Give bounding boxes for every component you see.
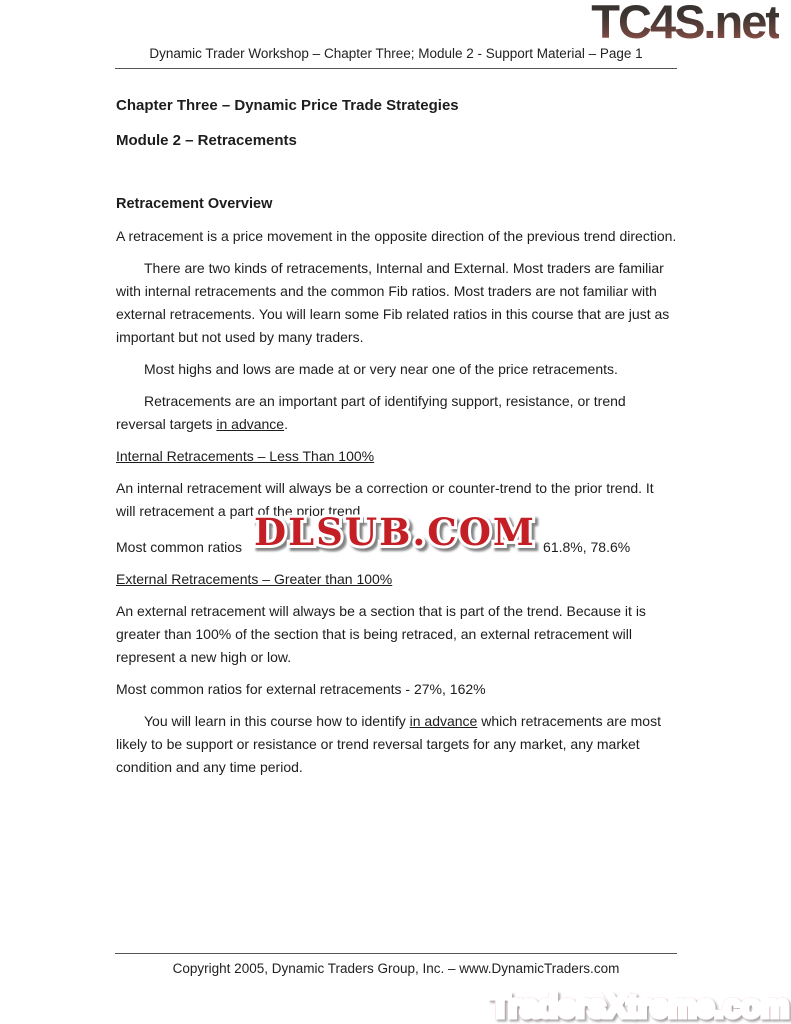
module-title: Module 2 – Retracements bbox=[116, 132, 297, 149]
copyright-footer: Copyright 2005, Dynamic Traders Group, Inc. – www.DynamicTraders.com bbox=[172, 961, 620, 976]
internal-paragraph-1: An internal retracement will always be a correction or counter-trend to the prior trend. It will retracement a part of the prior trend. bbox=[116, 480, 654, 519]
footer-divider bbox=[115, 953, 677, 954]
paragraph-text: . bbox=[284, 416, 288, 432]
ratios-text-before: Most common ratios bbox=[116, 539, 243, 555]
closing-paragraph bbox=[116, 710, 677, 779]
chapter-title: Chapter Three – Dynamic Price Trade Strategies bbox=[116, 97, 459, 114]
document-body bbox=[116, 88, 677, 779]
dlsub-watermark: DLSUB.COM bbox=[254, 510, 536, 554]
paragraph-text: You will learn in this course how to identify bbox=[144, 713, 410, 729]
header-divider bbox=[115, 68, 677, 69]
external-paragraph-1: An external retracement will always be a section that is part of the trend. Because it is greater than 100% of the section that is being retraced, an external retracement will represent a new high or low. bbox=[116, 603, 646, 665]
overview-paragraph-3: Most highs and lows are made at or very near one of the price retracements. bbox=[144, 361, 618, 377]
underlined-phrase-in-advance: in advance bbox=[409, 713, 478, 729]
external-ratios-line: Most common ratios for external retracements - 27%, 162% bbox=[116, 681, 486, 697]
overview-heading: Retracement Overview bbox=[116, 196, 273, 212]
paragraph-text: which retracements are most likely to be support or resistance or trend reversal targets for any market, any market condition and any time period. bbox=[116, 713, 661, 775]
underlined-phrase-in-advance: in advance bbox=[216, 416, 285, 432]
page-header: Dynamic Trader Workshop – Chapter Three; Module 2 - Support Material – Page 1 bbox=[149, 46, 643, 61]
internal-retracements-heading: Internal Retracements – Less Than 100% bbox=[116, 448, 375, 464]
tradersxtreme-logo: TradersXtreme.com bbox=[490, 988, 789, 1024]
tc4s-logo: TC4S.net bbox=[591, 0, 779, 49]
overview-paragraph-1: A retracement is a price movement in the opposite direction of the previous trend direction. bbox=[116, 228, 677, 244]
external-retracements-heading: External Retracements – Greater than 100% bbox=[116, 571, 393, 587]
ratios-text-after: 61.8%, 78.6% bbox=[543, 539, 631, 555]
overview-paragraph-4 bbox=[116, 390, 677, 436]
paragraph-text: Retracements are an important part of identifying support, resistance, or trend reversal targets bbox=[116, 393, 626, 432]
internal-ratios-line bbox=[116, 510, 677, 559]
overview-paragraph-2: There are two kinds of retracements, Internal and External. Most traders are familiar with internal retracements and the common Fib ratios. Most traders are not familiar with external retracements. You will learn some Fib related ratios in this course that are just as important but not used by many traders. bbox=[116, 260, 670, 345]
